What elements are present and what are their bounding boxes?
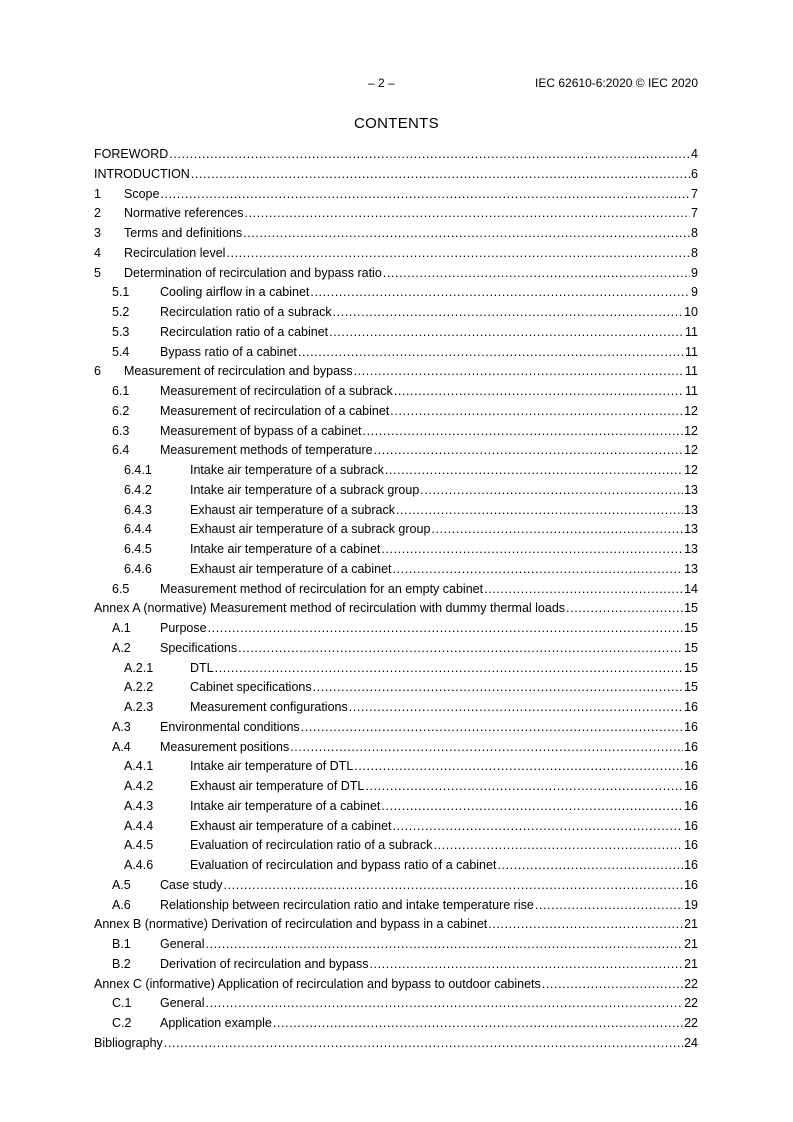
toc-entry-page: 9 — [691, 265, 698, 280]
toc-entry[interactable] — [94, 778, 698, 798]
toc-entry-number: A.1 — [112, 621, 131, 635]
toc-leader-dots — [273, 1015, 683, 1031]
toc-entry-page: 16 — [684, 700, 698, 714]
toc-entry-page: 13 — [684, 502, 698, 517]
toc-entry-page: 8 — [691, 245, 698, 260]
toc-leader-dots — [160, 186, 690, 202]
toc-entry-page: 16 — [684, 759, 698, 774]
toc-leader-dots — [394, 383, 684, 399]
toc-entry[interactable] — [94, 916, 698, 936]
toc-entry-page: 14 — [684, 581, 698, 596]
toc-leader-dots — [329, 324, 684, 340]
toc-entry-number: A.2.2 — [124, 680, 154, 695]
toc-entry-number: A.4.1 — [124, 759, 154, 774]
toc-entry-title: Purpose — [160, 621, 207, 635]
toc-entry[interactable] — [94, 462, 698, 482]
toc-entry[interactable] — [94, 502, 698, 522]
toc-entry-number: 5 — [94, 265, 101, 280]
toc-entry-title: Specifications — [160, 640, 238, 655]
toc-leader-dots — [301, 719, 683, 735]
toc-entry-title: Intake air temperature of a cabinet — [190, 798, 381, 813]
toc-entry-page: 16 — [684, 739, 698, 754]
toc-leader-dots — [497, 857, 683, 873]
toc-leader-dots — [169, 146, 690, 162]
toc-entry-page: 8 — [691, 226, 698, 240]
toc-entry-title: Measurement methods of temperature — [160, 443, 373, 458]
toc-entry-page: 22 — [684, 1016, 698, 1030]
toc-leader-dots — [420, 482, 683, 498]
toc-entry-title: Exhaust air temperature of a subrack group — [190, 522, 431, 537]
toc-entry-title: Derivation of recirculation and bypass — [160, 956, 369, 971]
toc-entry-title: Intake air temperature of a subrack — [190, 463, 384, 477]
toc-leader-dots — [208, 620, 684, 636]
toc-entry-page: 15 — [684, 601, 698, 616]
toc-entry-page: 11 — [685, 384, 698, 398]
toc-entry-title: INTRODUCTION — [94, 166, 190, 181]
toc-entry-page: 22 — [684, 996, 698, 1011]
toc-entry-title: Cooling airflow in a cabinet — [160, 285, 310, 300]
toc-leader-dots — [396, 502, 683, 518]
toc-entry[interactable] — [94, 245, 698, 265]
toc-entry-page: 16 — [684, 838, 698, 853]
document-reference: IEC 62610-6:2020 © IEC 2020 — [535, 76, 698, 90]
toc-entry[interactable] — [94, 423, 698, 443]
toc-entry[interactable] — [94, 205, 698, 225]
toc-entry[interactable] — [94, 719, 698, 739]
toc-entry-page: 15 — [684, 621, 698, 635]
toc-entry-page: 16 — [684, 779, 698, 793]
toc-entry-number: 6.4.2 — [124, 482, 152, 497]
toc-leader-dots — [354, 758, 683, 774]
toc-leader-dots — [566, 600, 683, 616]
toc-entry-number: A.6 — [112, 897, 131, 912]
toc-entry-title: FOREWORD — [94, 147, 169, 161]
toc-entry-number: 6 — [94, 364, 101, 379]
toc-entry-page: 16 — [684, 818, 698, 833]
toc-entry-page: 15 — [684, 640, 698, 655]
page-header — [94, 76, 698, 92]
table-of-contents — [94, 146, 698, 1055]
toc-entry-title: DTL — [190, 660, 214, 675]
page-number: – 2 – — [368, 76, 395, 90]
toc-entry-title: Measurement of recirculation of a subrack — [160, 384, 393, 398]
toc-entry[interactable] — [94, 324, 698, 344]
toc-entry-title: Intake air temperature of DTL — [190, 759, 354, 774]
toc-entry-page: 19 — [684, 897, 698, 912]
toc-entry-number: B.1 — [112, 937, 131, 951]
toc-entry-page: 10 — [684, 305, 698, 319]
toc-leader-dots — [349, 699, 683, 715]
toc-entry-number: A.4 — [112, 739, 131, 754]
toc-entry-page: 7 — [691, 206, 698, 221]
toc-entry-title: Relationship between recirculation ratio and intake temperature rise — [160, 897, 534, 912]
toc-entry-title: Application example — [160, 1016, 272, 1030]
toc-entry-page: 13 — [684, 561, 698, 576]
toc-leader-dots — [434, 837, 684, 853]
toc-entry[interactable] — [94, 344, 698, 364]
toc-entry[interactable] — [94, 284, 698, 304]
toc-entry-title: Annex A (normative) Measurement method of recirculation with dummy thermal loads — [94, 601, 566, 616]
toc-entry-number: 6.1 — [112, 384, 130, 398]
toc-entry-page: 16 — [684, 798, 698, 813]
toc-entry-title: Environmental conditions — [160, 719, 300, 734]
toc-entry-number: A.3 — [112, 719, 131, 734]
toc-entry-title: Recirculation ratio of a cabinet — [160, 324, 329, 339]
toc-entry-title: Annex B (normative) Derivation of recirculation and bypass in a cabinet — [94, 917, 488, 932]
toc-entry-number: A.2.3 — [124, 700, 154, 714]
toc-leader-dots — [488, 916, 683, 932]
toc-leader-dots — [374, 442, 683, 458]
toc-entry-title: Intake air temperature of a cabinet — [190, 542, 381, 556]
toc-entry-number: 6.5 — [112, 581, 130, 596]
toc-entry-page: 13 — [684, 522, 698, 537]
toc-entry-number: A.4.5 — [124, 838, 154, 853]
toc-entry[interactable] — [94, 976, 698, 996]
toc-leader-dots — [333, 304, 683, 320]
toc-entry[interactable] — [94, 877, 698, 897]
toc-entry-page: 21 — [684, 937, 698, 951]
toc-entry[interactable] — [94, 660, 698, 680]
toc-leader-dots — [215, 660, 683, 676]
toc-entry-number: 6.4.6 — [124, 561, 152, 576]
toc-leader-dots — [354, 363, 684, 379]
toc-entry[interactable] — [94, 186, 698, 206]
toc-entry[interactable] — [94, 146, 698, 166]
toc-entry-page: 16 — [684, 877, 698, 892]
toc-leader-dots — [243, 225, 690, 241]
toc-entry-page: 12 — [684, 463, 698, 477]
toc-entry-page: 11 — [685, 364, 698, 379]
toc-entry[interactable] — [94, 798, 698, 818]
toc-entry-title: Bibliography — [94, 1035, 163, 1050]
toc-entry[interactable] — [94, 620, 698, 640]
toc-entry-title: Normative references — [124, 206, 244, 221]
toc-entry-title: Exhaust air temperature of a subrack — [190, 502, 395, 517]
toc-entry-title: Case study — [160, 877, 223, 892]
toc-leader-dots — [535, 897, 683, 913]
toc-entry-page: 13 — [684, 482, 698, 497]
toc-entry-page: 6 — [691, 166, 698, 181]
toc-entry-title: Evaluation of recirculation ratio of a subrack — [190, 838, 433, 853]
toc-entry-title: Exhaust air temperature of DTL — [190, 779, 365, 793]
toc-leader-dots — [205, 936, 683, 952]
toc-leader-dots — [390, 403, 683, 419]
toc-entry[interactable] — [94, 403, 698, 423]
toc-entry[interactable] — [94, 265, 698, 285]
toc-entry-page: 24 — [684, 1035, 698, 1050]
toc-entry[interactable] — [94, 857, 698, 877]
toc-leader-dots — [381, 798, 683, 814]
toc-leader-dots — [393, 561, 684, 577]
toc-entry[interactable] — [94, 581, 698, 601]
toc-leader-dots — [298, 344, 684, 360]
toc-entry-number: A.4.6 — [124, 858, 154, 872]
toc-entry[interactable] — [94, 482, 698, 502]
toc-entry-number: B.2 — [112, 956, 131, 971]
toc-entry[interactable] — [94, 521, 698, 541]
toc-entry[interactable] — [94, 561, 698, 581]
toc-entry[interactable] — [94, 956, 698, 976]
toc-entry[interactable] — [94, 936, 698, 956]
toc-entry-number: 6.4.5 — [124, 542, 152, 556]
toc-entry-number: 5.2 — [112, 305, 130, 319]
toc-entry-number: A.2.1 — [124, 660, 154, 675]
toc-leader-dots — [383, 265, 690, 281]
toc-entry-title: Measurement of recirculation and bypass — [124, 364, 353, 379]
toc-leader-dots — [542, 976, 683, 992]
toc-entry-title: Bypass ratio of a cabinet — [160, 344, 297, 359]
toc-entry-title: Terms and definitions — [124, 226, 243, 240]
toc-leader-dots — [381, 541, 683, 557]
toc-entry-number: 6.4.3 — [124, 502, 152, 517]
toc-entry-number: A.4.4 — [124, 818, 154, 833]
toc-entry-number: C.1 — [112, 996, 132, 1011]
contents-title: CONTENTS — [354, 115, 439, 132]
toc-leader-dots — [191, 166, 690, 182]
toc-entry-page: 11 — [685, 344, 698, 359]
toc-entry-title: Measurement configurations — [190, 700, 348, 714]
toc-entry-page: 13 — [684, 542, 698, 556]
toc-entry[interactable] — [94, 166, 698, 186]
toc-entry-title: Measurement positions — [160, 739, 290, 754]
toc-entry-page: 12 — [684, 403, 698, 418]
toc-entry-number: A.2 — [112, 640, 131, 655]
toc-entry-title: General — [160, 996, 205, 1011]
toc-entry-page: 21 — [684, 956, 698, 971]
toc-entry[interactable] — [94, 363, 698, 383]
toc-entry[interactable] — [94, 600, 698, 620]
toc-entry-number: A.5 — [112, 877, 131, 892]
toc-entry-title: General — [160, 937, 205, 951]
toc-entry[interactable] — [94, 442, 698, 462]
toc-entry-title: Scope — [124, 186, 160, 201]
toc-entry-title: Measurement method of recirculation for an empty cabinet — [160, 581, 484, 596]
toc-entry-number: A.4.3 — [124, 798, 154, 813]
toc-entry-page: 22 — [684, 976, 698, 991]
toc-entry-page: 4 — [691, 147, 698, 161]
toc-entry[interactable] — [94, 679, 698, 699]
toc-entry-title: Intake air temperature of a subrack group — [190, 482, 420, 497]
toc-entry-title: Determination of recirculation and bypass ratio — [124, 265, 382, 280]
toc-leader-dots — [205, 995, 683, 1011]
toc-leader-dots — [245, 205, 691, 221]
toc-entry[interactable] — [94, 304, 698, 324]
toc-entry-page: 15 — [684, 660, 698, 675]
toc-entry[interactable] — [94, 995, 698, 1015]
toc-leader-dots — [224, 877, 684, 893]
toc-leader-dots — [226, 245, 690, 261]
toc-entry[interactable] — [94, 699, 698, 719]
toc-leader-dots — [431, 521, 683, 537]
toc-leader-dots — [385, 462, 683, 478]
toc-leader-dots — [290, 739, 683, 755]
toc-entry-number: 1 — [94, 186, 101, 201]
toc-entry-number: 5.3 — [112, 324, 130, 339]
toc-leader-dots — [164, 1035, 683, 1051]
toc-entry[interactable] — [94, 541, 698, 561]
toc-entry-page: 16 — [684, 858, 698, 872]
toc-leader-dots — [313, 679, 683, 695]
toc-entry[interactable] — [94, 1015, 698, 1035]
toc-entry[interactable] — [94, 640, 698, 660]
toc-entry-number: 2 — [94, 206, 101, 221]
toc-entry-number: A.4.2 — [124, 779, 154, 793]
toc-leader-dots — [365, 778, 683, 794]
toc-entry-title: Evaluation of recirculation and bypass ratio of a cabinet — [190, 858, 497, 872]
toc-entry-title: Recirculation ratio of a subrack — [160, 305, 332, 319]
toc-entry-number: C.2 — [112, 1016, 132, 1030]
toc-entry-number: 6.3 — [112, 423, 130, 438]
toc-entry-title: Cabinet specifications — [190, 680, 312, 695]
toc-leader-dots — [484, 581, 683, 597]
toc-entry-page: 16 — [684, 719, 698, 734]
toc-entry-number: 5.1 — [112, 285, 130, 300]
toc-entry-page: 21 — [684, 917, 698, 932]
toc-entry-page: 7 — [691, 186, 698, 201]
toc-entry[interactable] — [94, 739, 698, 759]
toc-entry[interactable] — [94, 818, 698, 838]
toc-entry-title: Recirculation level — [124, 245, 226, 260]
toc-entry-title: Measurement of bypass of a cabinet — [160, 423, 362, 438]
toc-entry-title: Exhaust air temperature of a cabinet — [190, 561, 392, 576]
toc-entry-page: 12 — [684, 443, 698, 458]
toc-entry[interactable] — [94, 383, 698, 403]
toc-entry[interactable] — [94, 1035, 698, 1055]
toc-entry[interactable] — [94, 897, 698, 917]
toc-entry-title: Exhaust air temperature of a cabinet — [190, 818, 392, 833]
toc-entry-title: Annex C (informative) Application of recirculation and bypass to outdoor cabinets — [94, 976, 541, 991]
toc-entry-number: 6.4 — [112, 443, 130, 458]
toc-entry-page: 12 — [684, 423, 698, 438]
toc-entry-title: Measurement of recirculation of a cabinet — [160, 403, 390, 418]
toc-leader-dots — [393, 818, 684, 834]
toc-leader-dots — [363, 423, 684, 439]
toc-entry[interactable] — [94, 758, 698, 778]
toc-entry-number: 3 — [94, 226, 101, 240]
toc-leader-dots — [310, 284, 690, 300]
toc-entry[interactable] — [94, 225, 698, 245]
toc-entry-page: 11 — [685, 324, 698, 339]
toc-entry-page: 15 — [684, 680, 698, 695]
toc-entry[interactable] — [94, 837, 698, 857]
toc-entry-number: 6.2 — [112, 403, 130, 418]
toc-entry-number: 5.4 — [112, 344, 130, 359]
toc-entry-number: 6.4.1 — [124, 463, 152, 477]
toc-entry-number: 6.4.4 — [124, 522, 152, 537]
toc-entry-page: 9 — [691, 285, 698, 300]
toc-leader-dots — [238, 640, 683, 656]
toc-leader-dots — [369, 956, 683, 972]
toc-entry-number: 4 — [94, 245, 101, 260]
